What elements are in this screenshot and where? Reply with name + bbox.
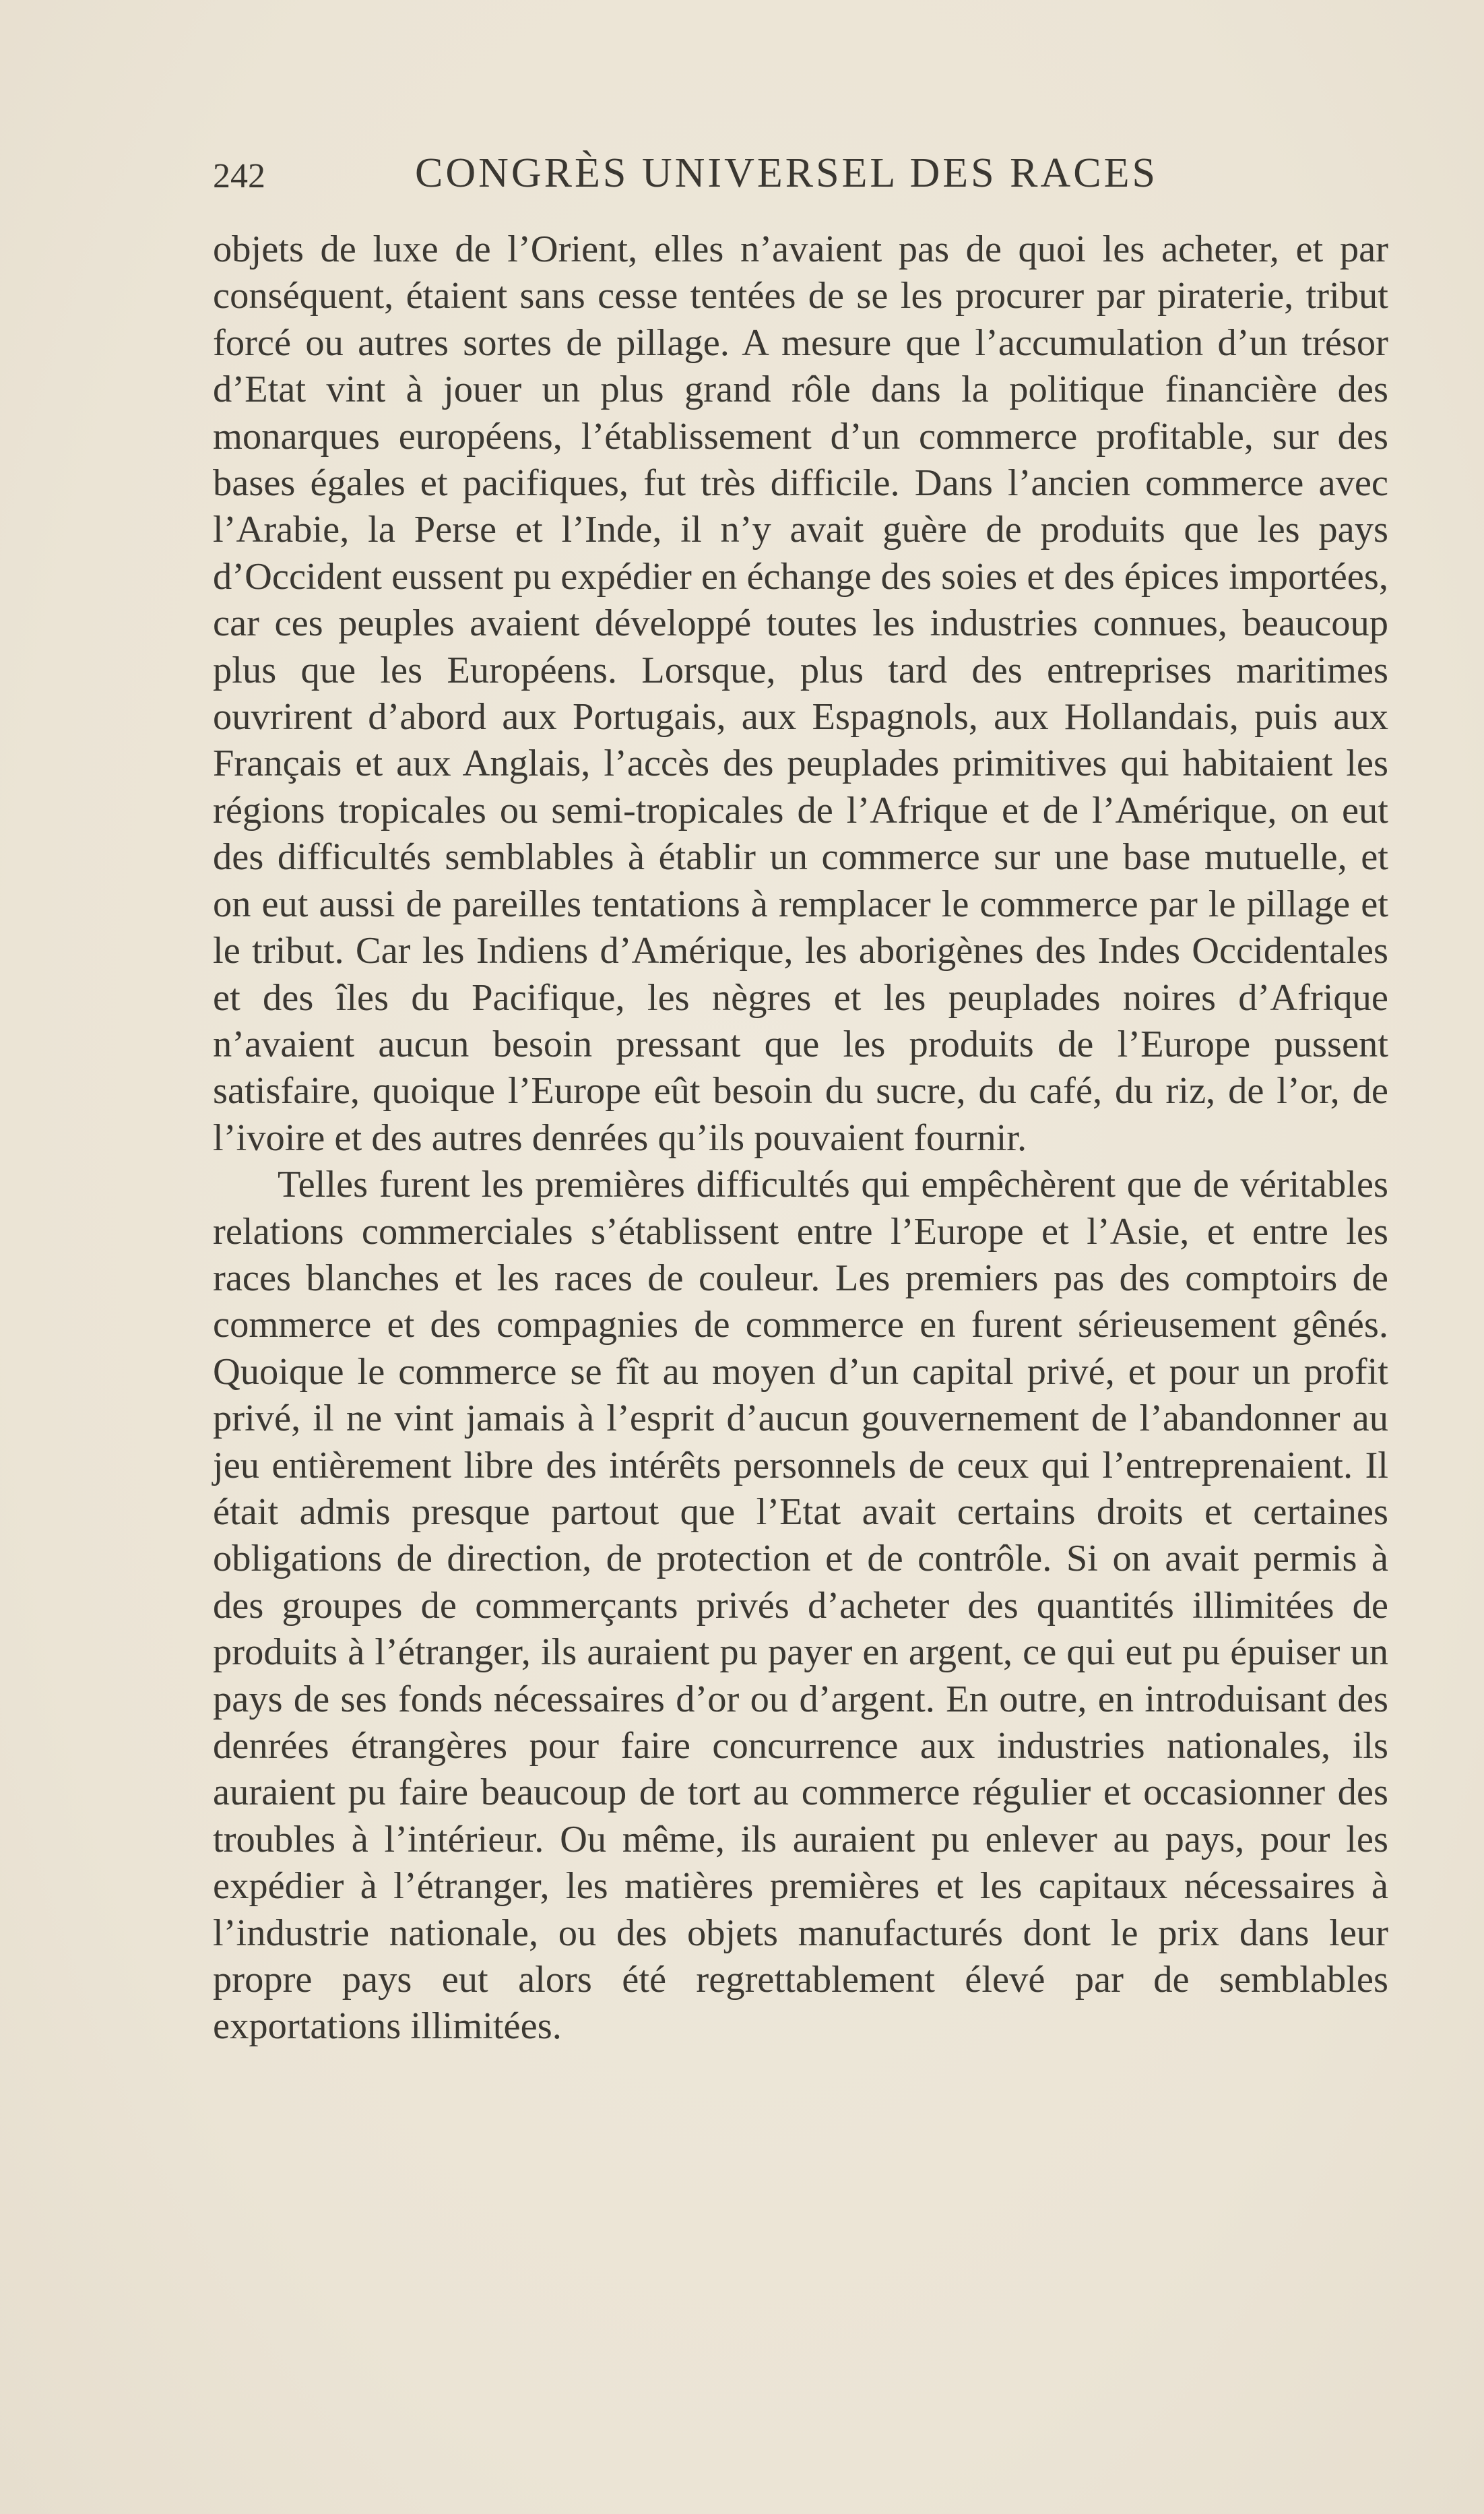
- paragraph-2: Telles furent les premières difficultés qui empêchèrent que de véritables relations commerciales s’établissent entre l’Europe et l’Asie, et entre les races blanches et les races de couleur. Les premiers pas des comptoirs de commerce et des compagnies de commerce en furent sérieusement gênés. Quoique le commerce se fît au moyen d’un capital privé, et pour un profit privé, il ne vint jamais à l’esprit d’aucun gouvernement de l’abandonner au jeu entièrement libre des intérêts personnels de ceux qui l’entreprenaient. Il était admis presque partout que l’Etat avait certains droits et certaines obligations de direction, de protection et de contrôle. Si on avait permis à des groupes de commerçants privés d’acheter des quantités illimitées de produits à l’étranger, ils auraient pu payer en argent, ce qui eut pu épuiser un pays de ses fonds nécessaires d’or ou d’argent. En outre, en introduisant des denrées étrangères pour faire concurrence aux industries nationales, ils auraient pu faire beaucoup de tort au commerce régulier et occasionner des troubles à l’intérieur. Ou même, ils auraient pu enlever au pays, pour les expédier à l’étranger, les matières premières et les capitaux nécessaires à l’industrie nationale, ou des objets manufacturés dont le prix dans leur propre pays eut alors été regrettablement élevé par de semblables exportations illimitées.: [213, 1164, 1388, 2048]
- body-text: [213, 226, 1388, 2050]
- paragraph-1: objets de luxe de l’Orient, elles n’avaient pas de quoi les acheter, et par conséquent, étaient sans cesse tentées de se les procurer par piraterie, tribut forcé ou autres sortes de pillage. A mesure que l’accumulation d’un trésor d’Etat vint à jouer un plus grand rôle dans la politique financière des monarques européens, l’établissement d’un commerce profitable, sur des bases égales et pacifiques, fut très difficile. Dans l’ancien commerce avec l’Arabie, la Perse et l’Inde, il n’y avait guère de produits que les pays d’Occident eussent pu expédier en échange des soies et des épices importées, car ces peuples avaient développé toutes les industries connues, beaucoup plus que les Européens. Lorsque, plus tard des entreprises maritimes ouvrirent d’abord aux Portugais, aux Espagnols, aux Hollandais, puis aux Français et aux Anglais, l’accès des peuplades primitives qui habitaient les régions tropicales ou semi-tropicales de l’Afrique et de l’Amérique, on eut des difficultés semblables à établir un commerce sur une base mutuelle, et on eut aussi de pareilles tentations à remplacer le commerce par le pillage et le tribut. Car les Indiens d’Amérique, les aborigènes des Indes Occidentales et des îles du Pacifique, les nègres et les peuplades noires d’Afrique n’avaient aucun besoin pressant que les produits de l’Europe pussent satisfaire, quoique l’Europe eût besoin du sucre, du café, du riz, de l’or, de l’ivoire et des autres denrées qu’ils pouvaient fournir.: [213, 228, 1388, 1159]
- page-number: 242: [213, 157, 265, 195]
- running-head: [213, 150, 1196, 203]
- running-title: CONGRÈS UNIVERSEL DES RACES: [415, 150, 1158, 196]
